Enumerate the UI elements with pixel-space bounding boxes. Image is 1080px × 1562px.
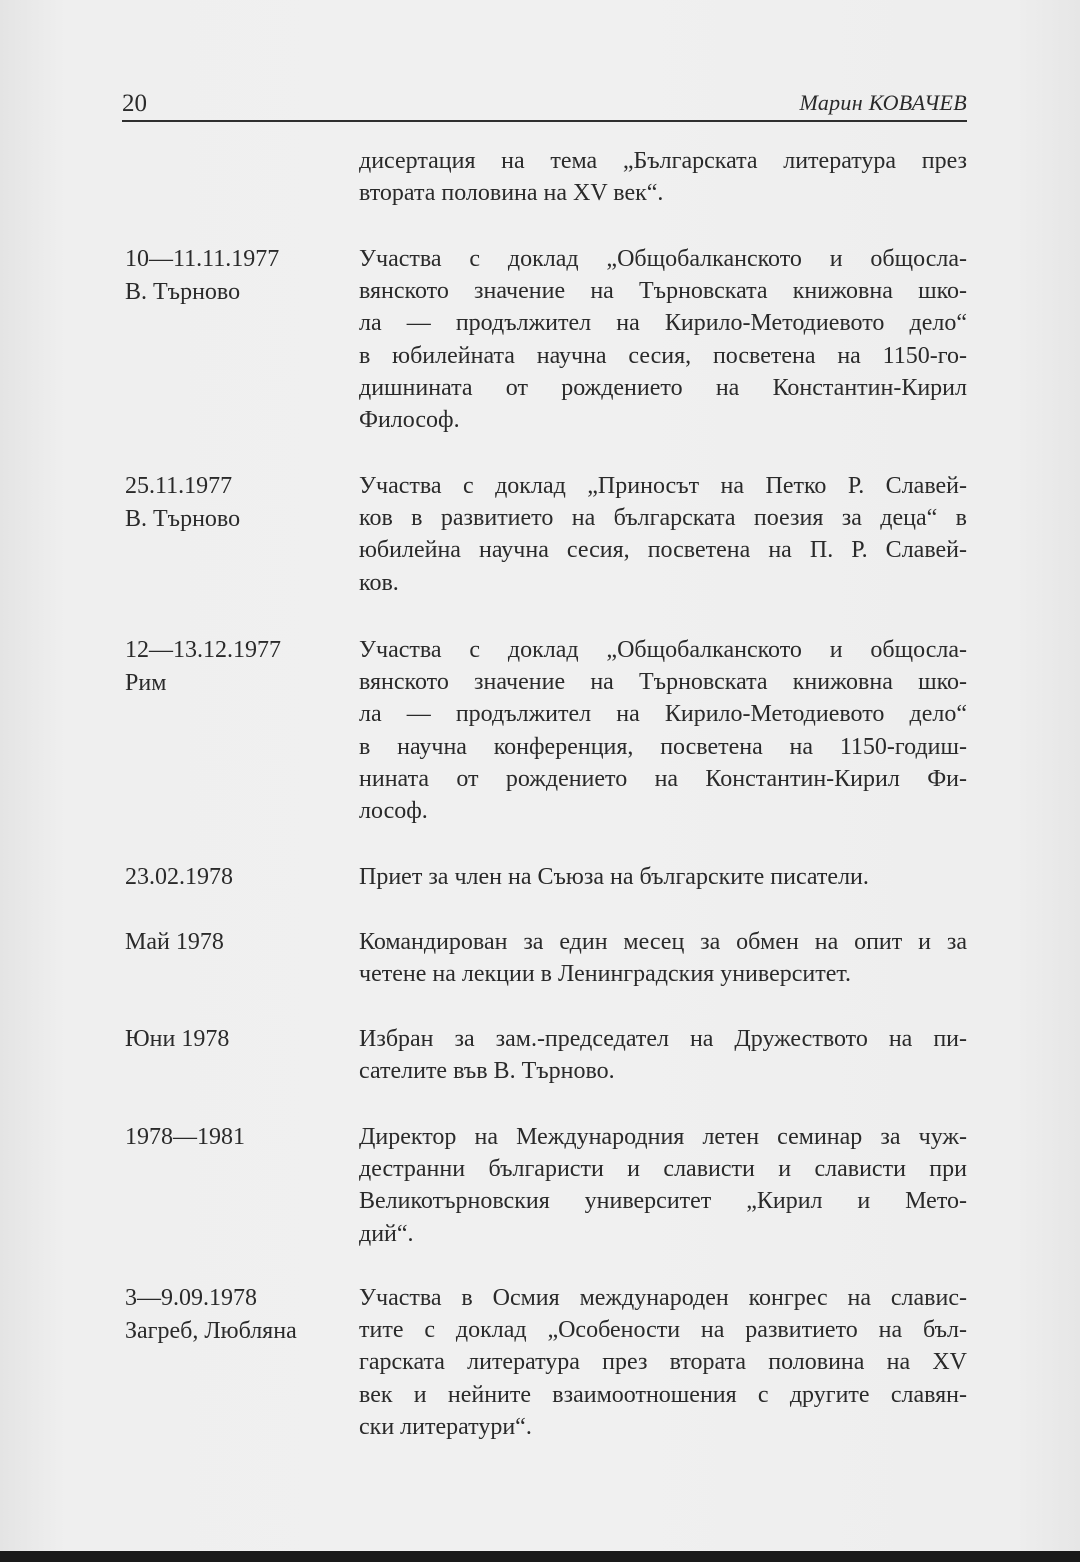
text-line: Философ. [359,407,460,434]
text-line: Директор на Международния летен семинар за чуж- [359,1124,967,1150]
text-line: Великотърновския университет „Кирил и Мето- [359,1188,967,1215]
entry-date: 25.11.1977 [125,473,233,499]
text-line: юбилейна научна сесия, посветена на П. Р. Славей- [359,537,967,564]
text-line: дий“. [359,1220,414,1247]
entry-place: В. Търново [125,506,241,532]
text-line: вянското значение на Търновската книжовна шко- [359,278,967,305]
entry-place: Рим [125,670,167,696]
entry-place: В. Търново [125,279,241,305]
page-number: 20 [122,90,147,117]
text-line: вянското значение на Търновската книжовна шко- [359,669,967,696]
entry-text [359,1121,967,1250]
entry-date: 10—11.11.1977 [125,246,280,272]
entry-date-place [125,926,350,959]
text-line: гарската литература през втората половина на XV [359,1349,967,1376]
entry-text [359,634,967,827]
text-line: в научна конференция, посветена на 1150-годиш- [359,733,967,760]
text-line: ла — продължител на Кирило-Методиевото дело“ [359,701,967,728]
entry-text [359,243,967,436]
text-line: Участва с доклад „Приносът на Петко Р. Славей- [359,473,967,499]
running-head-author: Марин КОВАЧЕВ [799,90,967,115]
entry-place: Загреб, Любляна [125,1318,297,1344]
entry-date: Май 1978 [125,929,224,955]
entry-date: 3—9.09.1978 [125,1285,257,1311]
entry-date: 1978—1981 [125,1124,245,1150]
entry-text [359,861,967,893]
text-line: дестранни българисти и слависти и слависти при [359,1156,967,1183]
text-line: ски литератури“. [359,1413,532,1440]
entry-date-place [125,470,350,536]
entry-text [359,470,967,599]
entry-date-place [125,1023,350,1056]
entry-text [359,1023,967,1087]
text-line: ков в развитието на българската поезия за деца“ в [359,505,967,532]
text-line: лософ. [359,798,428,825]
page-header [122,86,967,122]
text-line: Командирован за един месец за обмен на опит и за [359,929,967,955]
entry-date-place [125,243,350,309]
entry-date-place [125,634,350,700]
scan-bottom-edge [0,1551,1080,1562]
entry-date-place [125,1121,350,1154]
entry-text [359,926,967,990]
entry-text [359,1282,967,1443]
text-line: нината от рождението на Константин-Кирил Фи- [359,765,967,792]
entry-date: Юни 1978 [125,1026,230,1052]
text-line: сателите във В. Търново. [359,1058,615,1085]
text-line: дишнината от рождението на Константин-Кирил [359,374,967,401]
entry-date-place [125,1282,350,1348]
text-line: Участва в Осмия международен конгрес на славис- [359,1285,967,1311]
text-line: ков. [359,569,399,596]
text-line: в юбилейната научна сесия, посветена на 1150-го- [359,342,967,369]
entry-text [359,145,967,209]
text-line: Избран за зам.-председател на Дружеството на пи- [359,1026,967,1052]
text-line: Приет за член на Съюза на българските писатели. [359,864,869,890]
text-line: век и нейните взаимоотношения с другите славян- [359,1381,967,1408]
text-line: четене на лекции в Ленинградския университет. [359,961,852,988]
text-line: Участва с доклад „Общобалканското и общосла- [359,637,967,663]
entry-date: 23.02.1978 [125,864,233,890]
text-line: Участва с доклад „Общобалканското и общосла- [359,246,967,272]
entry-date-place [125,861,350,894]
entry-date: 12—13.12.1977 [125,637,281,663]
text-line: дисертация на тема „Българската литература през [359,148,967,174]
text-line: втората половина на XV век“. [359,180,664,207]
text-line: ла — продължител на Кирило-Методиевото дело“ [359,310,967,337]
text-line: тите с доклад „Особености на развитието на бъл- [359,1317,967,1344]
